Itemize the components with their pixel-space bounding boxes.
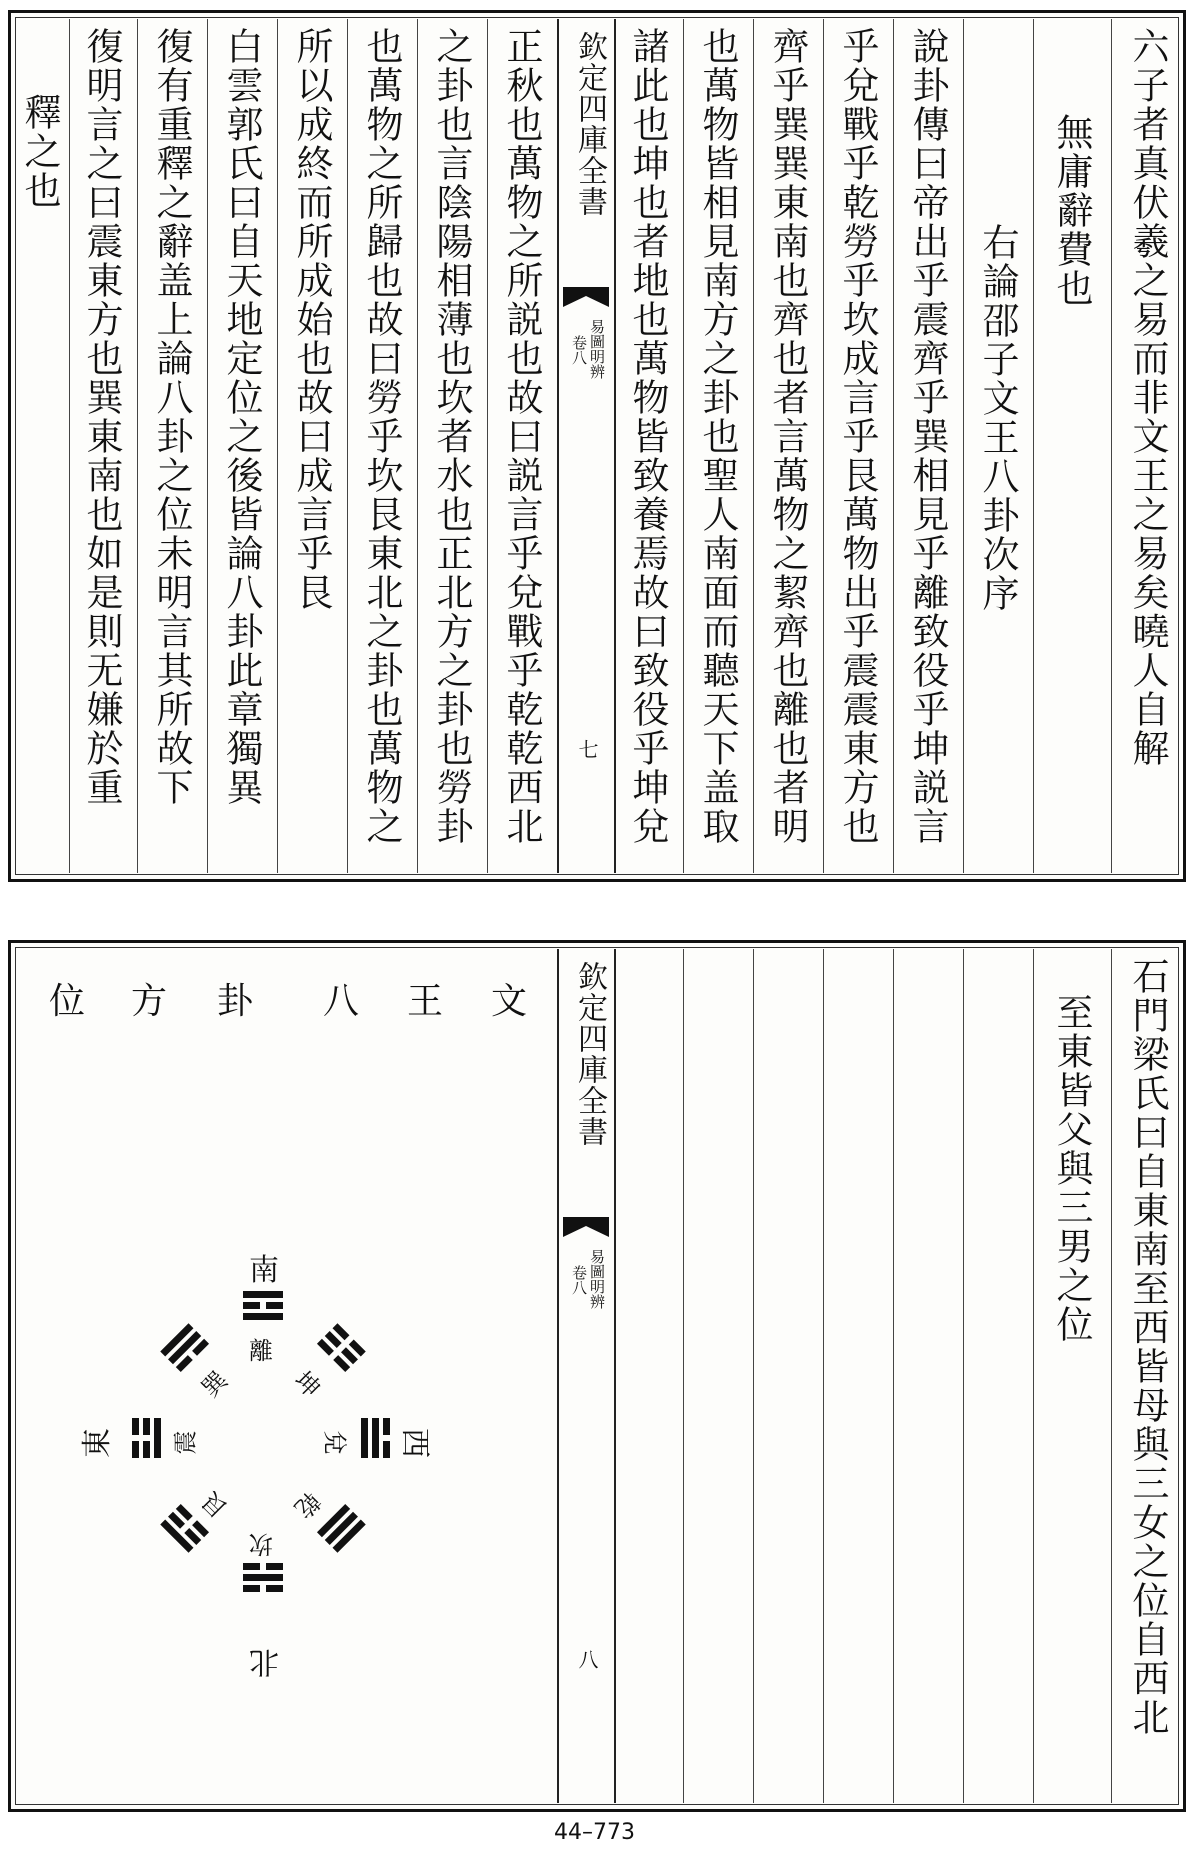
column-rule [137, 19, 138, 873]
trigram-xun-label: 巽 [196, 1365, 234, 1403]
column-8: 諸此也坤也者地也萬物皆致養焉故曰致役乎坤兌 [626, 27, 669, 846]
trigram-kun-label: 坤 [288, 1365, 326, 1403]
column-rule [69, 19, 70, 873]
column-rule [417, 19, 418, 873]
trigram-dui-icon [360, 1418, 390, 1458]
column-12: 所以成終而所成始也故曰成言乎艮 [290, 27, 333, 612]
center-rule [557, 949, 559, 1803]
trigram-zhen-icon [132, 1418, 162, 1458]
trigram-li-icon [243, 1291, 283, 1321]
page-number: 八 [575, 1649, 599, 1669]
column-rule [1111, 19, 1112, 873]
column-1: 六子者真伏羲之易而非文王之易矣曉人自解 [1126, 27, 1169, 768]
trigram-kun-icon [316, 1323, 365, 1372]
column-rule [277, 19, 278, 873]
bagua-diagram [21, 953, 551, 1803]
direction-north: 北 [249, 1644, 279, 1679]
bottom-column-1: 石門梁氏曰自東南至西皆母與三女之位自西北 [1126, 957, 1169, 1737]
column-14: 復有重釋之辭盖上論八卦之位未明言其所故下 [150, 27, 193, 807]
center-subtitle-volume: 卷八 [570, 1265, 588, 1295]
column-4: 說卦傳曰帝出乎震齊乎巽相見乎離致役乎坤説言 [906, 27, 949, 846]
page-footer-label: 44–773 [554, 1820, 635, 1845]
trigram-xun-icon [160, 1323, 209, 1372]
direction-west: 西 [397, 1428, 432, 1458]
column-6: 齊乎巽巽東南也齊也者言萬物之絜齊也離也者明 [766, 27, 809, 846]
diagram-title-char: 方 [131, 981, 168, 1022]
trigram-zhen-label: 震 [171, 1430, 200, 1455]
column-5: 乎兌戰乎乾勞乎坎成言乎艮萬物出乎震震東方也 [836, 27, 879, 846]
trigram-li-label: 離 [249, 1337, 273, 1365]
center-column [559, 949, 614, 1803]
diagram-title-char: 卦 [217, 981, 254, 1022]
center-subtitle-volume: 卷八 [570, 335, 588, 365]
center-rule [614, 949, 616, 1803]
center-title: 欽定四庫全書 [572, 961, 607, 1147]
column-13: 白雲郭氏曰自天地定位之後皆論八卦此章獨異 [220, 27, 263, 807]
column-7: 也萬物皆相見南方之卦也聖人南面而聽天下盖取 [696, 27, 739, 846]
column-2: 無庸辭費也 [1050, 113, 1093, 308]
trigram-gen-label: 艮 [196, 1486, 234, 1524]
column-rule [823, 949, 824, 1803]
trigram-kan-icon [243, 1563, 283, 1593]
center-subtitle-book: 易圖明辨 [588, 319, 606, 379]
column-rule [1033, 949, 1034, 1803]
page-number: 七 [575, 739, 599, 759]
column-rule [893, 949, 894, 1803]
trigram-dui-label: 兌 [320, 1430, 349, 1455]
bottom-page [8, 940, 1186, 1812]
column-rule [963, 949, 964, 1803]
diagram-title-char: 王 [407, 981, 444, 1022]
center-column [559, 19, 614, 873]
column-10: 之卦也言陰陽相薄也坎者水也正北方之卦也勞卦 [430, 27, 473, 846]
column-3: 右論邵子文王八卦次序 [976, 223, 1019, 613]
column-rule [893, 19, 894, 873]
column-rule [207, 19, 208, 873]
diagram-title-char: 位 [49, 981, 86, 1022]
top-page [8, 10, 1186, 882]
fish-tail-ornament [563, 1217, 609, 1237]
column-rule [347, 19, 348, 873]
column-rule [1111, 949, 1112, 1803]
column-rule [487, 19, 488, 873]
column-16: 釋之也 [18, 93, 61, 210]
column-rule [753, 949, 754, 1803]
diagram-title-char: 八 [323, 981, 360, 1022]
center-subtitle-book: 易圖明辨 [588, 1249, 606, 1309]
column-rule [753, 19, 754, 873]
column-rule [823, 19, 824, 873]
column-15: 復明言之曰震東方也巽東南也如是則无嫌於重 [80, 27, 123, 807]
direction-south: 南 [249, 1253, 279, 1288]
direction-east: 東 [80, 1428, 115, 1458]
column-rule [1033, 19, 1034, 873]
center-rule [614, 19, 616, 873]
trigram-kan-label: 坎 [249, 1530, 273, 1558]
column-9: 正秋也萬物之所説也故曰説言乎兌戰乎乾乾西北 [500, 27, 543, 846]
column-rule [963, 19, 964, 873]
column-rule [683, 19, 684, 873]
fish-tail-ornament [563, 287, 609, 307]
column-11: 也萬物之所歸也故曰勞乎坎艮東北之卦也萬物之 [360, 27, 403, 846]
trigram-qian-label: 乾 [288, 1486, 326, 1524]
column-rule [683, 949, 684, 1803]
diagram-title-char: 文 [491, 981, 528, 1022]
center-title: 欽定四庫全書 [572, 31, 607, 217]
center-rule [557, 19, 559, 873]
bottom-column-2: 至東皆父與三男之位 [1050, 993, 1093, 1344]
